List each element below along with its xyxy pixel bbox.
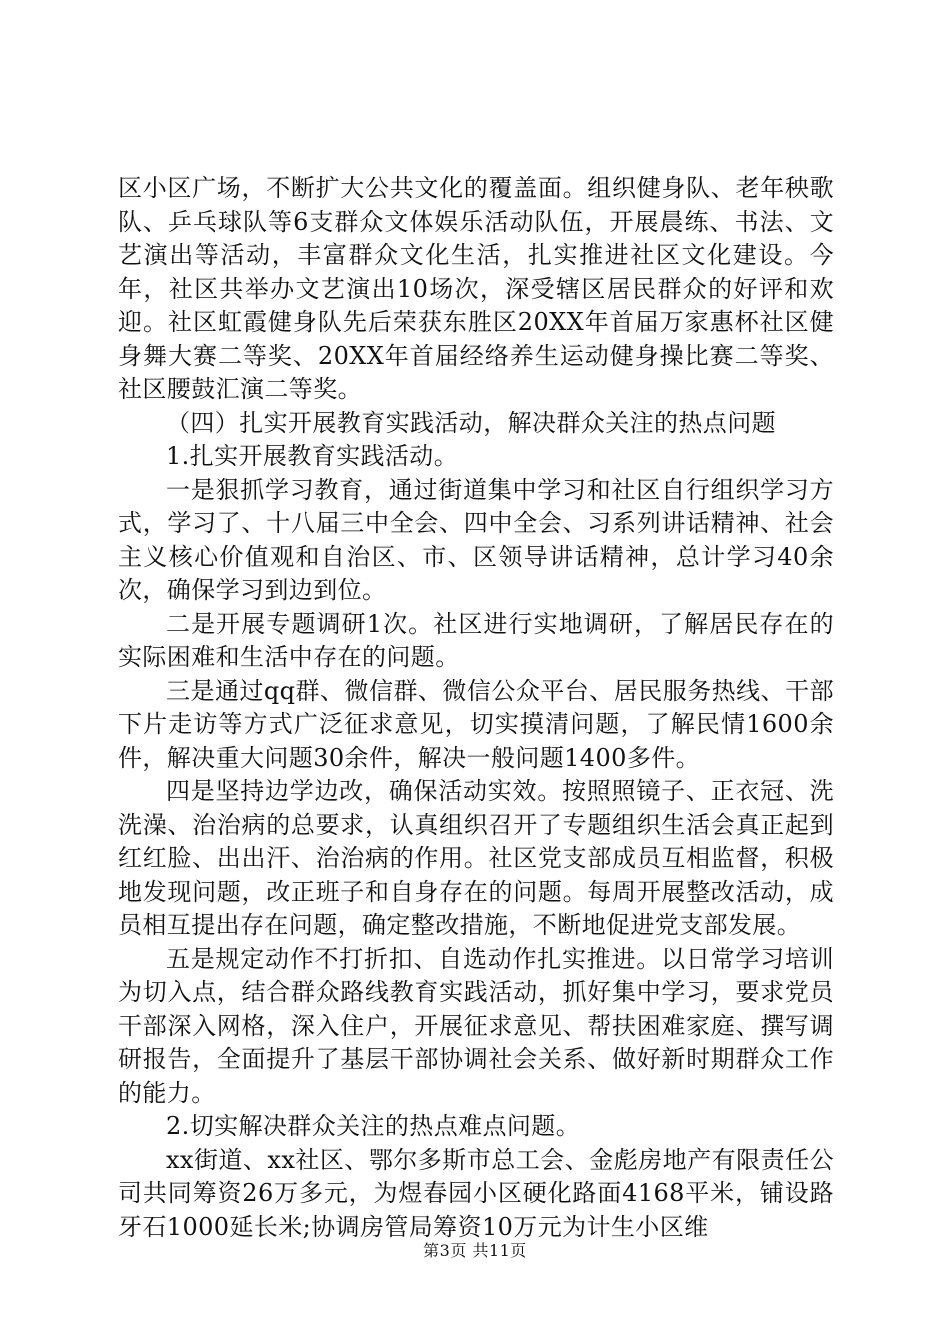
page-number-footer: 第3页 共11页: [423, 1241, 527, 1260]
subheading-hot-issues: 2.切实解决群众关注的热点难点问题。: [166, 1112, 581, 1140]
paragraph-funding: xx街道、xx社区、鄂尔多斯市总工会、金彪房地产有限责任公司共同筹资26万多元，为煜春园小区硬化路面4168平米，铺设路牙石1000延长米;协调房管局筹资10万元为计生小区维: [118, 1145, 834, 1241]
paragraph-study-education: 一是狠抓学习教育，通过街道集中学习和社区自行组织学习方式，学习了、十八届三中全会、四中全会、习系列讲话精神、社会主义核心价值观和自治区、市、区领导讲话精神，总计学习40余次，确保学习到边到位。: [118, 475, 834, 604]
paragraph-research: 二是开展专题调研1次。社区进行实地调研，了解居民存在的实际困难和生活中存在的问题。: [118, 609, 834, 671]
section-heading-four: （四）扎实开展教育实践活动，解决群众关注的热点问题: [166, 408, 776, 437]
subheading-education-practice: 1.扎实开展教育实践活动。: [166, 442, 459, 470]
paragraph-collect-opinions: 三是通过qq群、微信群、微信公众平台、居民服务热线、干部下片走访等方式广泛征求意见，切实摸清问题，了解民情1600余件，解决重大问题30余件，解决一般问题1400多件。: [118, 676, 834, 772]
document-body: [118, 172, 834, 1244]
paragraph-learn-and-reform: 四是坚持边学边改，确保活动实效。按照照镜子、正衣冠、洗洗澡、治治病的总要求，认真组织召开了专题组织生活会真正起到红红脸、出出汗、治治病的作用。社区党支部成员互相监督，积极地发现问题，改正班子和自身存在的问题。每周开展整改活动，成员相互提出存在问题，确定整改措施，不断地促进党支部发展。: [118, 777, 834, 939]
paragraph-culture: 区小区广场，不断扩大公共文化的覆盖面。组织健身队、老年秧歌队、乒乓球队等6支群众文体娱乐活动队伍，开展晨练、书法、文艺演出等活动，丰富群众文化生活，扎实推进社区文化建设。今年，社区共举办文艺演出10场次，深受辖区居民群众的好评和欢迎。社区虹霞健身队先后荣获东胜区20XX年首届万家惠杯社区健身舞大赛二等奖、20XX年首届经络养生运动健身操比赛二等奖、社区腰鼓汇演二等奖。: [118, 174, 834, 403]
paragraph-prescribed-actions: 五是规定动作不打折扣、自选动作扎实推进。以日常学习培训为切入点，结合群众路线教育实践活动，抓好集中学习，要求党员干部深入网格，深入住户，开展征求意见、帮扶困难家庭、撰写调研报告，全面提升了基层干部协调社会关系、做好新时期群众工作的能力。: [118, 944, 834, 1107]
